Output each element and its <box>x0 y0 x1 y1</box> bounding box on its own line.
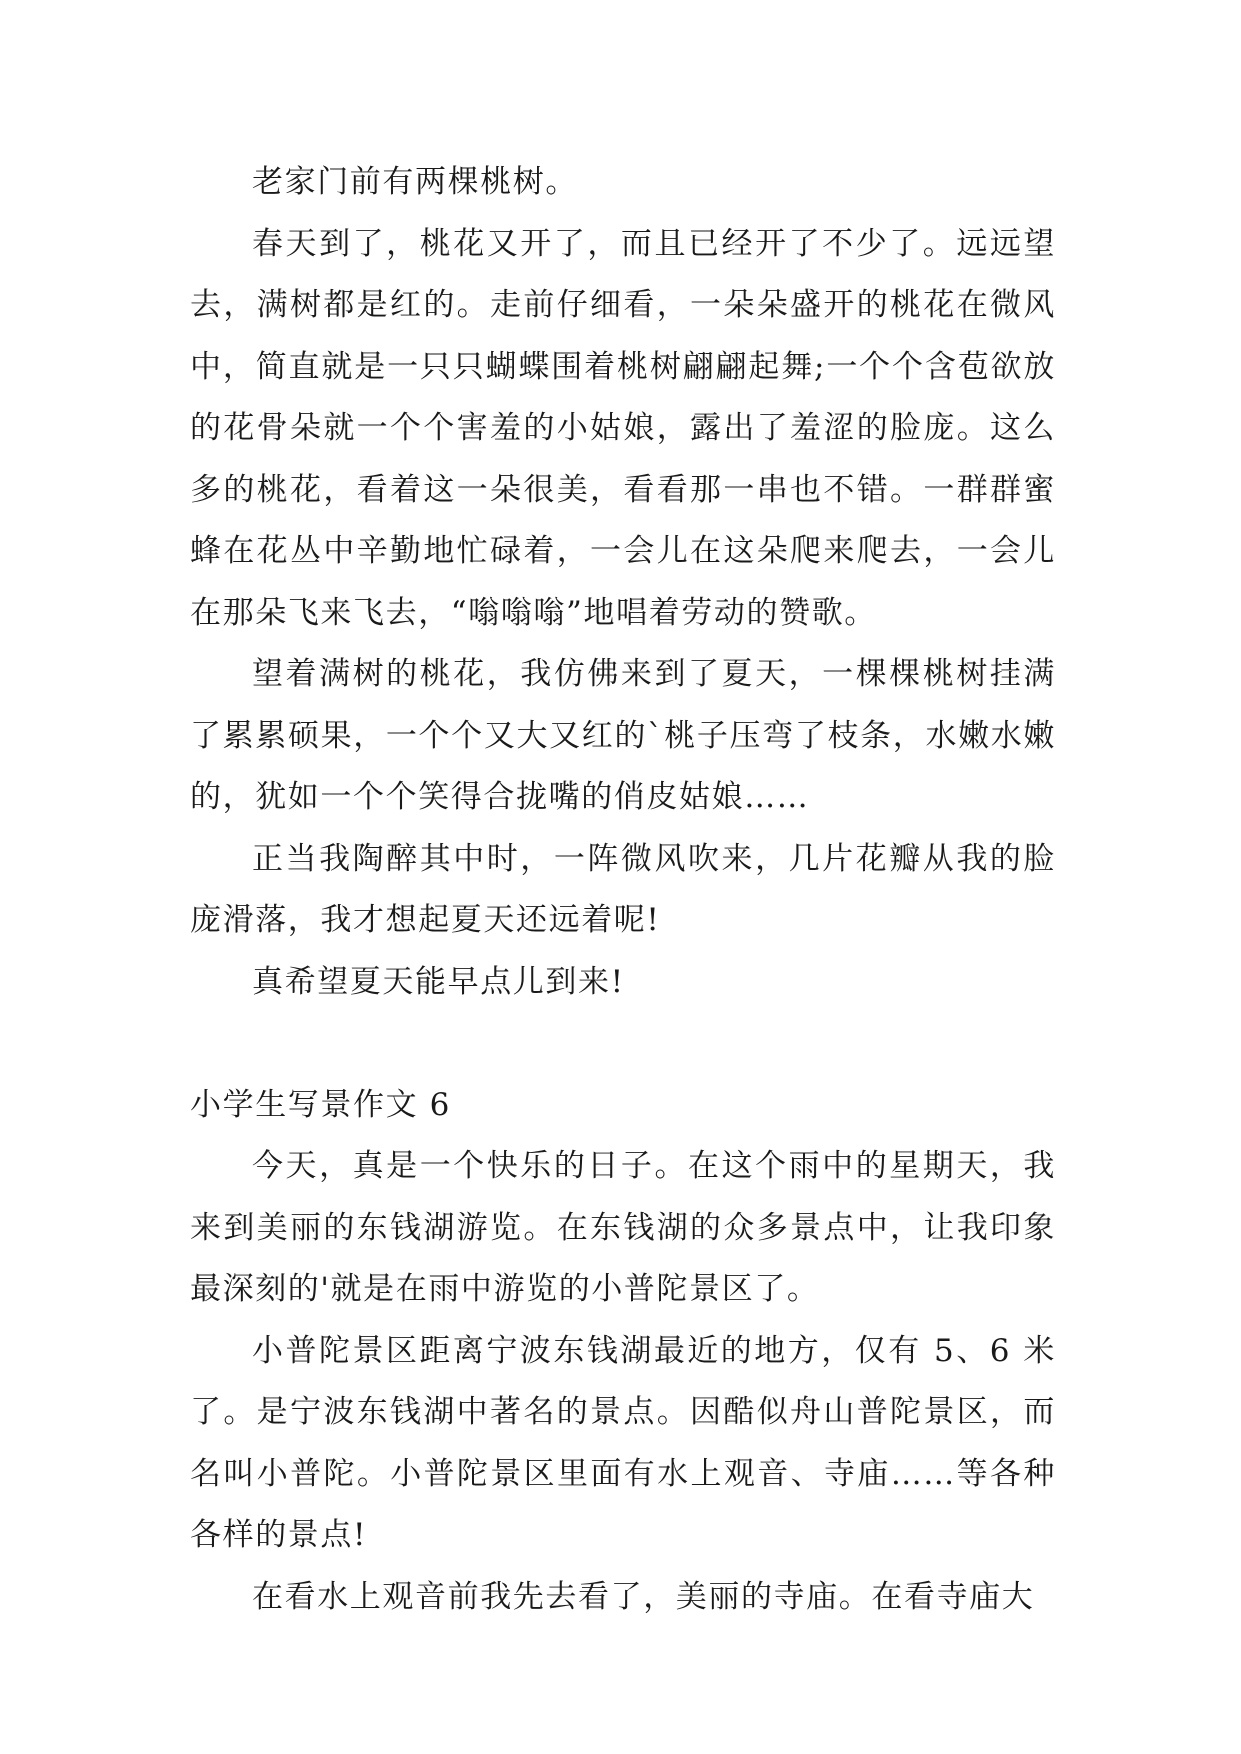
section-spacer <box>190 1013 1056 1075</box>
paragraph: 小普陀景区距离宁波东钱湖最近的地方，仅有 5、6 米了。是宁波东钱湖中著名的景点。因酷似舟山普陀景区，而名叫小普陀。小普陀景区里面有水上观音、寺庙……等各种各样的景点! <box>190 1332 1056 1553</box>
paragraph: 在看水上观音前我先去看了，美丽的寺庙。在看寺庙大 <box>252 1578 1035 1615</box>
paragraph: 正当我陶醉其中时，一阵微风吹来，几片花瓣从我的脸庞滑落，我才想起夏天还远着呢! <box>190 840 1056 938</box>
paragraph: 真希望夏天能早点儿到来! <box>252 963 625 1000</box>
paragraph: 望着满树的桃花，我仿佛来到了夏天，一棵棵桃树挂满了累累硕果，一个个又大又红的`桃子压弯了枝条，水嫩水嫩的，犹如一个个笑得合拢嘴的俏皮姑娘…… <box>190 656 1056 815</box>
document-body <box>190 152 1056 1628</box>
paragraph: 今天，真是一个快乐的日子。在这个雨中的星期天，我来到美丽的东钱湖游览。在东钱湖的众多景点中，让我印象最深刻的'就是在雨中游览的小普陀景区了。 <box>190 1148 1056 1307</box>
paragraph: 老家门前有两棵桃树。 <box>252 164 578 200</box>
paragraph: 春天到了，桃花又开了，而且已经开了不少了。远远望去，满树都是红的。走前仔细看，一朵朵盛开的桃花在微风中，简直就是一只只蝴蝶围着桃树翩翩起舞;一个个含苞欲放的花骨朵就一个个害羞的小姑娘，露出了羞涩的脸庞。这么多的桃花，看着这一朵很美，看看那一串也不错。一群群蜜蜂在花丛中辛勤地忙碌着，一会儿在这朵爬来爬去，一会儿在那朵飞来飞去，“嗡嗡嗡”地唱着劳动的赞歌。 <box>190 225 1056 631</box>
section-heading: 小学生写景作文 6 <box>190 1086 451 1123</box>
